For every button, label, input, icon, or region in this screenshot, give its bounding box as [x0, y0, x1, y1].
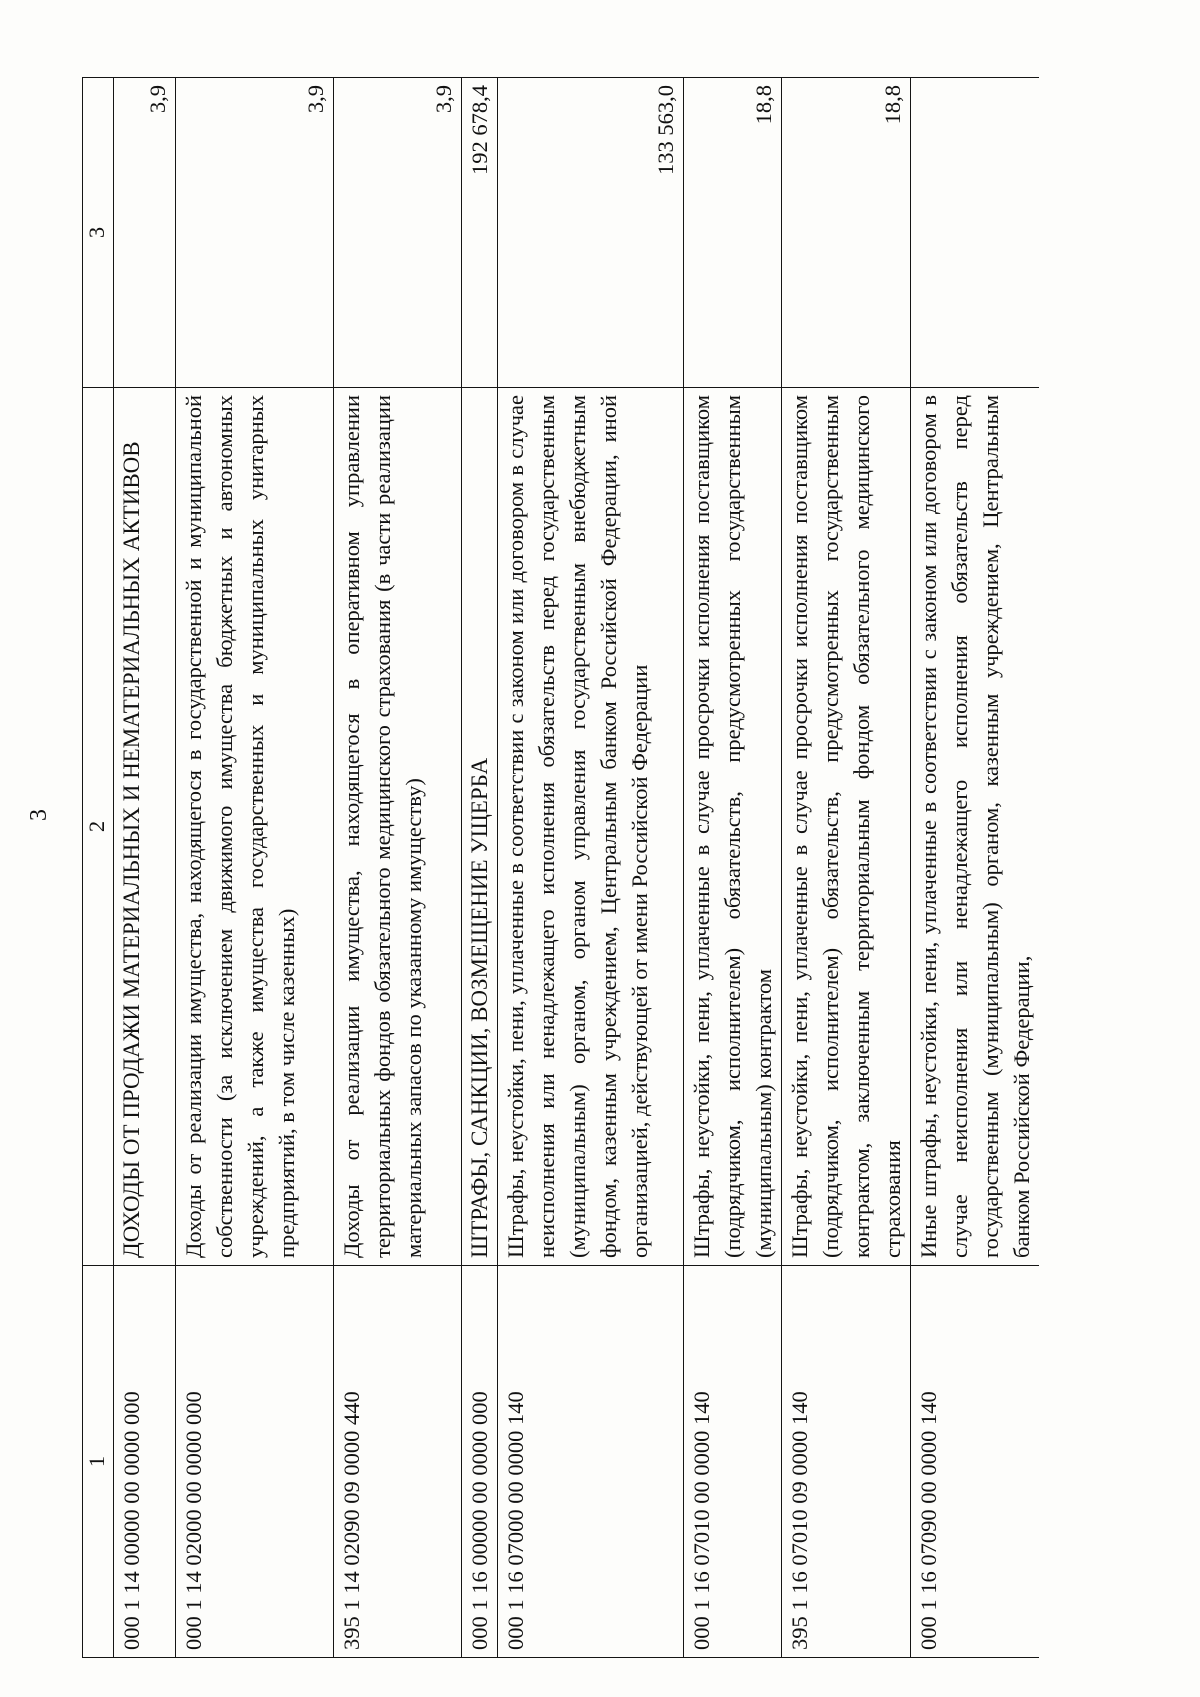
row-name: Иные штрафы, неустойки, пени, уплаченные в соответствии с законом или договором в случае неисполнения или ненадлежащего исполнения обязательств перед государственным (муниципальным) органом, казенным учреждением, Центральным банком Российской Федерации,	[911, 388, 1040, 1266]
row-name: ШТРАФЫ, САНКЦИИ, ВОЗМЕЩЕНИЕ УЩЕРБА	[462, 388, 498, 1266]
row-name: Штрафы, неустойки, пени, уплаченные в случае просрочки исполнения поставщиком (подрядчиком, исполнителем) обязательств, предусмотренных государственным контрактом, заключенным территориальным фондом обязательного медицинского страхования	[782, 388, 911, 1266]
row-amount: 192 678,4	[462, 78, 498, 388]
row-code: 000 1 14 00000 00 0000 000	[114, 1266, 176, 1658]
page-number: 3	[26, 809, 52, 821]
row-name: Штрафы, неустойки, пени, уплаченные в соответствии с законом или договором в случае неисполнения или ненадлежащего исполнения обязательств перед государственным (муниципальным) органом, органом управления государственным внебюджетным фондом, казенным учреждением, Центральным банком Российской Федерации, иной организацией, действующей от имени Российской Федерации	[498, 388, 684, 1266]
table-row	[334, 78, 462, 1658]
row-code: 000 1 16 07090 00 0000 140	[911, 1266, 1040, 1658]
row-amount: 18,8	[684, 78, 782, 388]
row-code: 000 1 16 07000 00 0000 140	[498, 1266, 684, 1658]
row-code: 395 1 16 07010 09 0000 140	[782, 1266, 911, 1658]
row-code: 000 1 16 00000 00 0000 000	[462, 1266, 498, 1658]
row-amount: 18,8	[782, 78, 911, 388]
table-row	[176, 78, 334, 1658]
row-code: 000 1 16 07010 00 0000 140	[684, 1266, 782, 1658]
table-row	[684, 78, 782, 1658]
row-amount: 133 563,0	[498, 78, 684, 388]
revenue-table	[82, 77, 1039, 1658]
row-amount: 3,9	[176, 78, 334, 388]
row-name: Доходы от реализации имущества, находящегося в оперативном управлении территориальных фондов обязательного медицинского страхования (в части реализации материальных запасов по указанному имуществу)	[334, 388, 462, 1266]
row-amount: 3,9	[334, 78, 462, 388]
header-cell-3: 3	[83, 78, 114, 388]
row-name: Штрафы, неустойки, пени, уплаченные в случае просрочки исполнения поставщиком (подрядчиком, исполнителем) обязательств, предусмотренных государственным (муниципальным) контрактом	[684, 388, 782, 1266]
header-cell-1: 1	[83, 1266, 114, 1658]
row-amount	[911, 78, 1040, 388]
row-name: Доходы от реализации имущества, находящегося в государственной и муниципальной собственности (за исключением движимого имущества бюджетных и автономных учреждений, а также имущества государственных и муниципальных унитарных предприятий, в том числе казенных)	[176, 388, 334, 1266]
row-name: ДОХОДЫ ОТ ПРОДАЖИ МАТЕРИАЛЬНЫХ И НЕМАТЕРИАЛЬНЫХ АКТИВОВ	[114, 388, 176, 1266]
table-row	[114, 78, 176, 1658]
table-row	[498, 78, 684, 1658]
row-code: 395 1 14 02090 09 0000 440	[334, 1266, 462, 1658]
revenue-table-sheet	[82, 78, 1034, 1658]
table-row	[782, 78, 911, 1658]
header-cell-2: 2	[83, 388, 114, 1266]
row-amount: 3,9	[114, 78, 176, 388]
table-row	[462, 78, 498, 1658]
table-row	[911, 78, 1040, 1658]
row-code: 000 1 14 02000 00 0000 000	[176, 1266, 334, 1658]
table-header-row	[83, 78, 114, 1658]
